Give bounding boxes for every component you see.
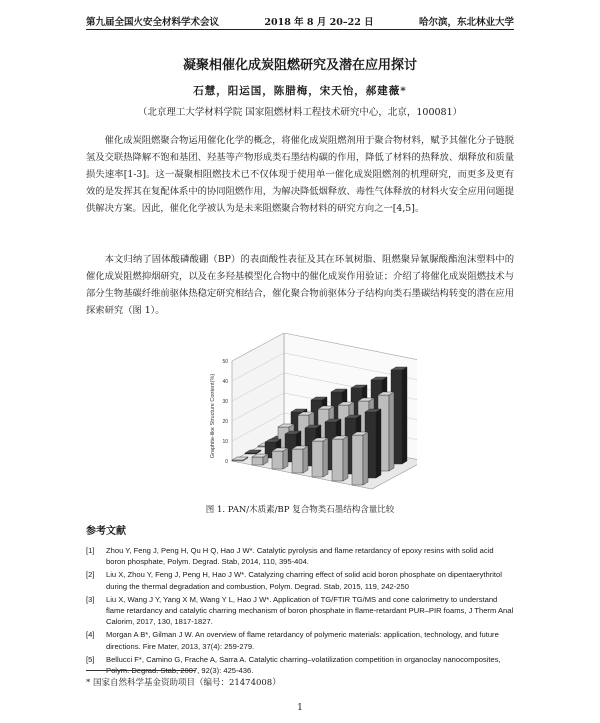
z-tick-label: 20 (222, 419, 228, 425)
header-date: 2018 年 8 月 20–22 日 (264, 17, 374, 28)
reference-item (86, 654, 514, 676)
paragraph-1: 催化成炭阻燃聚合物运用催化化学的概念，将催化成炭阻燃剂用于聚合物材料，赋予其催化分子链脱氢及交联热降解不饱和基团、羟基等产物形成类石墨结构碳的作用，降低了材料的热释放、烟释放和质量损失速率[1-3]。这一凝聚相阻燃技术已不仅体现于使用单一催化成炭阻燃剂的机理研究，而更多及更有效的是发挥其在复配体系中的协同阻燃作用，为解决降低烟释放、毒性气体释放的材料火安全应用问题提供解决方案。因此，催化化学被认为是未来阻燃聚合物材料的研究方向之一[4,5]。 (86, 135, 514, 214)
bar-front (312, 441, 323, 477)
z-tick-label: 50 (222, 359, 228, 365)
bar-side (402, 367, 407, 464)
reference-item (86, 594, 514, 628)
bar (252, 454, 268, 465)
running-header (86, 14, 514, 28)
reference-text: Morgan A B*, Gilman J W. An overview of flame retardancy of polymeric materials: application, technology, and future directions. Fire Mater, 2013, 37(4): 259-279. (106, 630, 499, 651)
reference-item (86, 545, 514, 567)
header-rule (86, 29, 514, 30)
reference-text: Liu X, Zhou Y, Feng J, Peng H, Hao J W*. Catalyzing charring effect of solid acid boron phosphate on dipentaerythritol during the thermal degradation and combustion, Polym. Degrad. Stab, 2015, 119, 242-250 (106, 570, 502, 591)
z-tick-label: 10 (222, 439, 228, 445)
header-place: 哈尔滨，东北林业大学 (418, 17, 514, 28)
bar-side (283, 448, 288, 469)
bar-side (389, 392, 394, 471)
bar (312, 438, 328, 477)
z-axis-label: Graphite-like Structure Content(%) (210, 373, 216, 459)
figure-caption: 图 1. PAN/木质素/BP 复合物类石墨结构含量比较 (205, 505, 395, 515)
bar (272, 448, 288, 469)
reference-number: [5] (86, 654, 95, 664)
bar (332, 436, 348, 481)
affiliation: （北京理工大学材料学院 国家阻燃材料工程技术研究中心，北京，100081） (137, 107, 463, 118)
reference-item (86, 629, 514, 651)
z-tick-label: 30 (222, 399, 228, 405)
bar-side (363, 432, 368, 485)
bar-front (272, 451, 283, 469)
reference-list (86, 545, 514, 678)
bar-side (303, 446, 308, 473)
header-conference: 第九届全国火安全材料学术会议 (86, 17, 220, 28)
footnote: * 国家自然科学基金资助项目（编号：21474008） (86, 678, 281, 688)
bar-front (292, 449, 303, 473)
reference-item (86, 569, 514, 591)
references-heading: 参考文献 (86, 526, 126, 537)
footnote-rule (86, 670, 196, 671)
reference-number: [2] (86, 570, 95, 580)
page-number: 1 (297, 703, 303, 713)
author-list: 石慧，阳运国，陈腊梅，宋天怡，郝建薇* (193, 85, 407, 97)
reference-text: Liu X, Wang J Y, Yang X M, Wang Y L, Hao J W*. Application of TG/FTIR TG/MS and cone calorimetry to understand flame retardancy and catalytic charring mechanism of boron phosphate in flame-retardant PUR–PIR foams, J Therm Anal Calorim, 2017, 130, 1817-1827. (106, 594, 514, 627)
bar (352, 432, 368, 485)
bar-side (343, 436, 348, 481)
reference-text: Bellucci F*, Camino G, Frache A, Sarra A. Catalytic charring–volatilization competition in organoclay nanocomposites, Polym. Degrad. Stab, 2007, 92(3): 425-436. (106, 654, 501, 676)
reference-text: Zhou Y, Feng J, Peng H, Qu H Q, Hao J W*. Catalytic pyrolysis and flame retardancy of epoxy resins with solid acid boron phosphate, Polym. Degrad. Stab, 2014, 110, 395-404. (106, 546, 494, 567)
bar (292, 446, 308, 473)
reference-number: [4] (86, 630, 95, 640)
paper-title: 凝聚相催化成炭阻燃研究及潜在应用探讨 (182, 58, 417, 73)
z-tick-label: 40 (222, 379, 228, 385)
bar-side (323, 438, 328, 477)
bar-front (352, 435, 363, 485)
z-tick-label: 0 (225, 459, 228, 465)
reference-number: [3] (86, 594, 95, 604)
paragraph-2: 本文归纳了固体酸磷酸硼（BP）的表面酸性表征及其在环氧树脂、阻燃聚异氰脲酸酯泡沫塑料中的催化成炭阻燃抑烟研究，以及在多羟基模型化合物中的催化成炭作用验证；介绍了将催化成炭阻燃技术与部分生物基碳纤维前驱体热稳定研究相结合，催化聚合物前驱体分子结构向类石墨碳结构转变的潜在应用探索研究（图 1）。 (86, 254, 514, 316)
bar-front (332, 439, 343, 481)
reference-number: [1] (86, 546, 95, 555)
bar-side (376, 409, 381, 478)
bar-front (252, 457, 263, 465)
figure-3d-bar-chart (172, 333, 417, 498)
